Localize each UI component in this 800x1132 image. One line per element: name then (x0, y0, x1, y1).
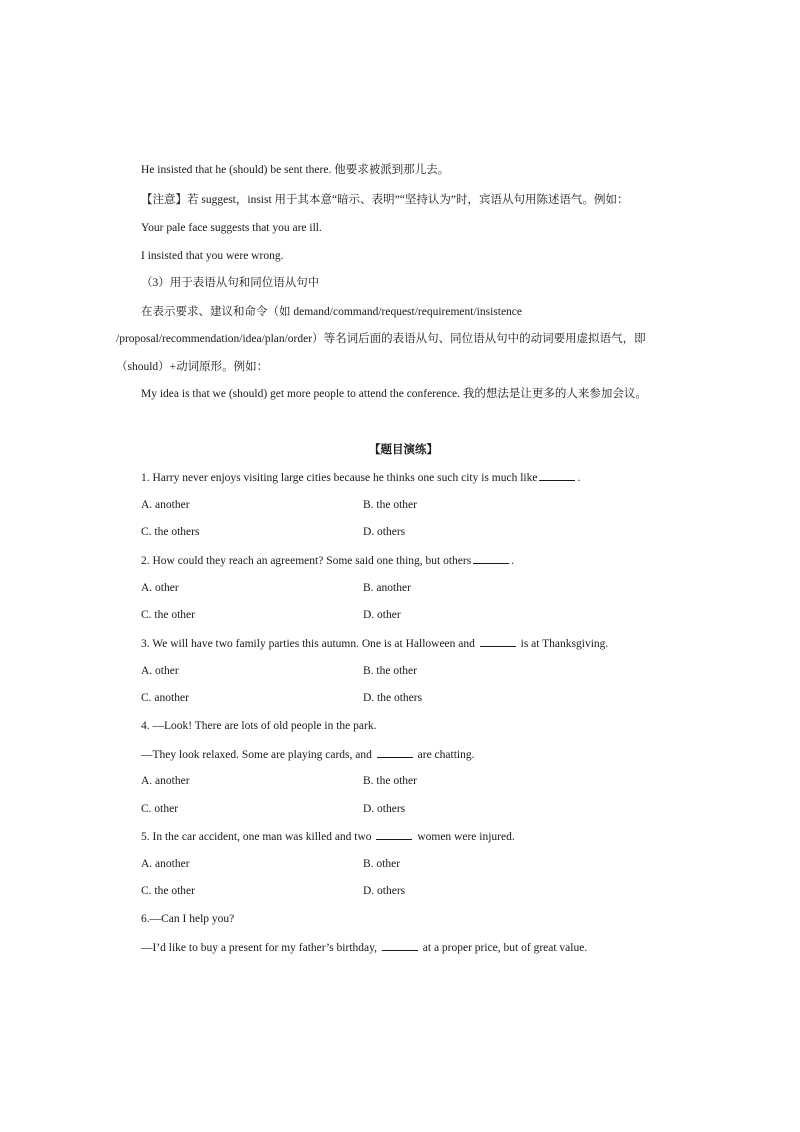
question-2-stem (141, 552, 514, 569)
exercise-title: 【题目演练】 (369, 442, 438, 456)
grammar-example-insisted: I insisted that you were wrong. (141, 250, 284, 262)
question-2-option-b[interactable]: B. another (363, 582, 411, 594)
question-1-stem (141, 469, 580, 486)
question-4-option-a[interactable]: A. another (141, 775, 190, 787)
question-3-option-c[interactable]: C. another (141, 692, 189, 704)
question-4-text-end: are chatting. (417, 749, 475, 761)
answer-blank[interactable] (376, 828, 412, 840)
question-3-stem (141, 635, 608, 652)
question-2-option-a[interactable]: A. other (141, 582, 179, 594)
question-1-option-c[interactable]: C. the others (141, 526, 200, 538)
question-4-stem-2 (141, 746, 474, 763)
question-6-text-end: at a proper price, but of great value. (422, 942, 588, 954)
question-1-text: 1. Harry never enjoys visiting large cities because he thinks one such city is much like (141, 472, 538, 484)
answer-blank[interactable] (377, 746, 413, 758)
grammar-rule-line-2: /proposal/recommendation/idea/plan/order）等名词后面的表语从句、同位语从句中的动词要用虚拟语气，即 (116, 333, 646, 345)
question-3-option-b[interactable]: B. the other (363, 665, 417, 677)
question-1-text-end: . (577, 472, 581, 484)
question-5-option-d[interactable]: D. others (363, 885, 406, 897)
grammar-example-suggest: Your pale face suggests that you are ill. (141, 222, 322, 234)
question-2-option-d[interactable]: D. other (363, 609, 401, 621)
question-6-text: —I’d like to buy a present for my father’s birthday, (141, 942, 378, 954)
grammar-rule-line-3: （should）+动词原形。例如： (116, 361, 269, 373)
answer-blank[interactable] (539, 469, 575, 481)
answer-blank[interactable] (480, 635, 516, 647)
question-6-stem-2 (141, 939, 587, 956)
answer-blank[interactable] (473, 552, 509, 564)
question-3-option-d[interactable]: D. the others (363, 692, 423, 704)
question-5-stem (141, 828, 515, 845)
question-3-text-end: is at Thanksgiving. (520, 638, 609, 650)
question-5-option-c[interactable]: C. the other (141, 885, 195, 897)
question-5-text-end: women were injured. (417, 831, 515, 843)
question-4-text: —They look relaxed. Some are playing cards, and (141, 749, 372, 761)
grammar-note: 【注意】若 suggest，insist 用于其本意“暗示、表明”“坚持认为”时，宾语从句用陈述语气。例如： (141, 194, 629, 206)
question-2-option-c[interactable]: C. the other (141, 609, 195, 621)
answer-blank[interactable] (382, 939, 418, 951)
question-4-option-b[interactable]: B. the other (363, 775, 417, 787)
grammar-section-heading: （3）用于表语从句和同位语从句中 (141, 277, 320, 289)
question-2-text: 2. How could they reach an agreement? Some said one thing, but others (141, 555, 472, 567)
question-3-text: 3. We will have two family parties this autumn. One is at Halloween and (141, 638, 475, 650)
question-3-option-a[interactable]: A. other (141, 665, 179, 677)
question-2-text-end: . (511, 555, 515, 567)
grammar-example-insist: He insisted that he (should) be sent there. 他要求被派到那儿去。 (141, 164, 450, 176)
question-4-option-d[interactable]: D. others (363, 803, 406, 815)
grammar-example-idea: My idea is that we (should) get more people to attend the conference. 我的想法是让更多的人来参加会议。 (141, 388, 647, 400)
question-5-option-b[interactable]: B. other (363, 858, 401, 870)
question-1-option-d[interactable]: D. others (363, 526, 406, 538)
question-4-stem: 4. —Look! There are lots of old people in the park. (141, 720, 377, 732)
question-6-stem: 6.—Can I help you? (141, 913, 235, 925)
question-1-option-a[interactable]: A. another (141, 499, 190, 511)
question-5-option-a[interactable]: A. another (141, 858, 190, 870)
question-4-option-c[interactable]: C. other (141, 803, 179, 815)
question-1-option-b[interactable]: B. the other (363, 499, 417, 511)
grammar-rule-line-1: 在表示要求、建议和命令（如 demand/command/request/requirement/insistence (141, 306, 523, 318)
question-5-text: 5. In the car accident, one man was killed and two (141, 831, 372, 843)
